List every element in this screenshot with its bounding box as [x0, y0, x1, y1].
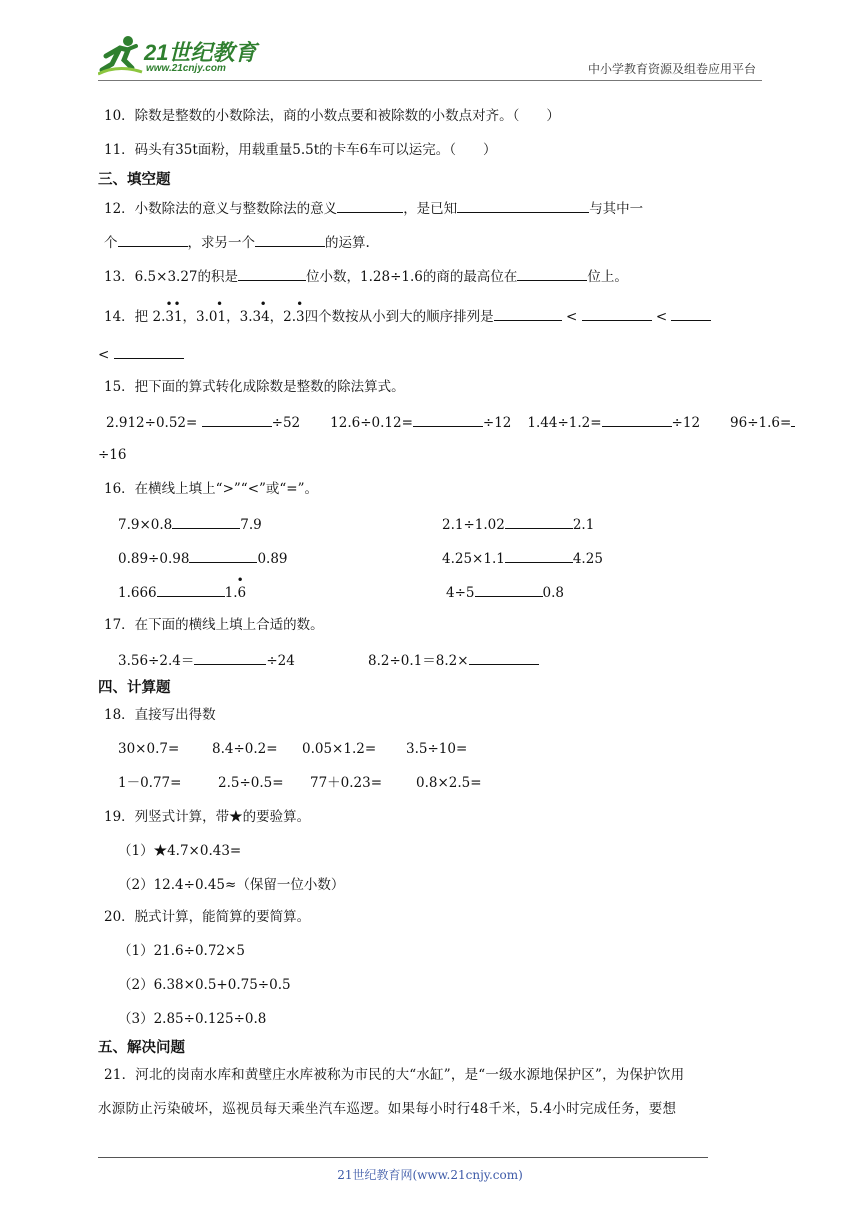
compare-1a: 7.9×0.8 7.9 — [118, 514, 262, 534]
page-header — [98, 30, 762, 81]
q18-r1-4: 3.5÷10= — [406, 741, 468, 757]
answer-blank[interactable] — [118, 232, 188, 247]
q18-r2-1: 1－0.77= — [118, 775, 182, 791]
answer-blank[interactable] — [194, 650, 266, 665]
q18-r2-4: 0.8×2.5= — [416, 775, 482, 791]
question-12-line-1: 12．小数除法的意义与整数除法的意义 ，是已知 与其中一 — [104, 198, 643, 218]
runner-logo-icon — [98, 34, 144, 78]
answer-blank[interactable] — [475, 582, 543, 597]
question-11: 11．码头有35t面粉，用载重量5.5t的卡车6车可以运完。（ ） — [104, 142, 497, 158]
question-20-part-1: （1）21.6÷0.72×5 — [118, 943, 245, 959]
q18-r2-2: 2.5÷0.5= — [218, 775, 284, 791]
question-13: 13．6.5×3.27的积是 位小数，1.28÷1.6的商的最高位在 位上。 — [104, 266, 628, 286]
question-20-title: 20．脱式计算，能简算的要简算。 — [104, 909, 311, 925]
q18-r1-2: 8.4÷0.2= — [212, 741, 278, 757]
answer-blank[interactable] — [172, 514, 240, 529]
question-16-title: 16．在横线上填上“>”“<”或“=”。 — [104, 481, 319, 497]
site-logo[interactable] — [98, 34, 268, 78]
answer-blank[interactable] — [457, 198, 589, 213]
repeating-decimal-2: • 3.01 — [196, 297, 227, 325]
answer-blank[interactable] — [202, 412, 272, 427]
answer-blank[interactable] — [505, 548, 573, 563]
logo-text: 21世纪教育 — [144, 40, 257, 65]
answer-blank[interactable] — [671, 306, 711, 321]
question-15-overflow: ÷16 — [98, 447, 127, 463]
question-10: 10．除数是整数的小数除法，商的小数点要和被除数的小数点对齐。（ ） — [104, 108, 560, 124]
footer-link[interactable]: 21世纪教育网(www.21cnjy.com) — [337, 1168, 523, 1182]
answer-blank[interactable] — [494, 306, 562, 321]
answer-blank[interactable] — [505, 514, 573, 529]
section-problem-solving: 五、解决问题 — [98, 1040, 185, 1056]
answer-blank[interactable] — [791, 412, 795, 427]
question-15-title: 15．把下面的算式转化成除数是整数的除法算式。 — [104, 379, 405, 395]
question-20-part-3: （3）2.85÷0.125÷0.8 — [118, 1011, 267, 1027]
compare-2a: 0.89÷0.98 0.89 — [118, 548, 288, 568]
answer-blank[interactable] — [582, 306, 652, 321]
repeating-decimal-5: • 1.6 — [224, 573, 247, 601]
platform-name: 中小学教育资源及组卷应用平台 — [587, 62, 756, 76]
question-17-a: 3.56÷2.4＝ ÷24 — [118, 650, 295, 670]
q18-r2-3: 77＋0.23= — [310, 775, 383, 791]
compare-3b: 4÷5 0.8 — [446, 582, 564, 602]
question-14-line-1: 14．把 • • 2.31， • 3.01， • 3.34， • 2.3四个数按从小到大的顺序排列是 < < — [104, 306, 711, 326]
answer-blank[interactable] — [189, 548, 257, 563]
q18-r1-3: 0.05×1.2= — [302, 741, 377, 757]
question-12-line-2: 个 ，求另一个 的运算. — [104, 232, 370, 252]
answer-blank[interactable] — [157, 582, 225, 597]
answer-blank[interactable] — [255, 232, 325, 247]
section-calculation: 四、计算题 — [98, 680, 171, 696]
question-19-part-2: （2）12.4÷0.45≈（保留一位小数） — [118, 877, 345, 893]
answer-blank[interactable] — [337, 198, 403, 213]
repeating-decimal-3: • 3.34 — [239, 297, 270, 325]
compare-2b: 4.25×1.1 4.25 — [442, 548, 603, 568]
logo-url: www.21cnjy.com — [146, 63, 226, 74]
question-20-part-2: （2）6.38×0.5+0.75÷0.5 — [118, 977, 291, 993]
question-21-line-1: 21．河北的岗南水库和黄壁庄水库被称为市民的大“水缸”，是“一级水源地保护区”，为保护饮用 — [104, 1067, 685, 1083]
repeating-decimal-4: • 2.3 — [283, 297, 305, 325]
compare-3a: 1.666 • 1.6 — [118, 573, 247, 601]
answer-blank[interactable] — [238, 266, 306, 281]
question-18-title: 18．直接写出得数 — [104, 707, 216, 723]
question-17-b: 8.2÷0.1＝8.2× — [368, 650, 539, 670]
compare-1b: 2.1÷1.02 2.1 — [442, 514, 594, 534]
question-19-part-1: （1）★4.7×0.43= — [118, 843, 242, 859]
answer-blank[interactable] — [469, 650, 539, 665]
question-15-items: 2.912÷0.52= ÷52 12.6÷0.12= ÷12 1.44÷1.2= ÷12 96÷1.6= — [106, 412, 795, 432]
footer-divider — [98, 1157, 708, 1158]
question-21-line-2: 水源防止污染破坏，巡视员每天乘坐汽车巡逻。如果每小时行48千米，5.4小时完成任务，要想 — [98, 1101, 677, 1117]
question-14-line-2: < — [98, 344, 184, 364]
section-fill-in: 三、填空题 — [98, 172, 171, 188]
answer-blank[interactable] — [413, 412, 483, 427]
answer-blank[interactable] — [602, 412, 672, 427]
answer-blank[interactable] — [114, 344, 184, 359]
question-19-title: 19．列竖式计算，带★的要验算。 — [104, 809, 311, 825]
repeating-decimal-1: • • 2.31 — [152, 297, 183, 325]
question-17-title: 17．在下面的横线上填上合适的数。 — [104, 617, 324, 633]
q18-r1-1: 30×0.7= — [118, 741, 180, 757]
answer-blank[interactable] — [517, 266, 587, 281]
